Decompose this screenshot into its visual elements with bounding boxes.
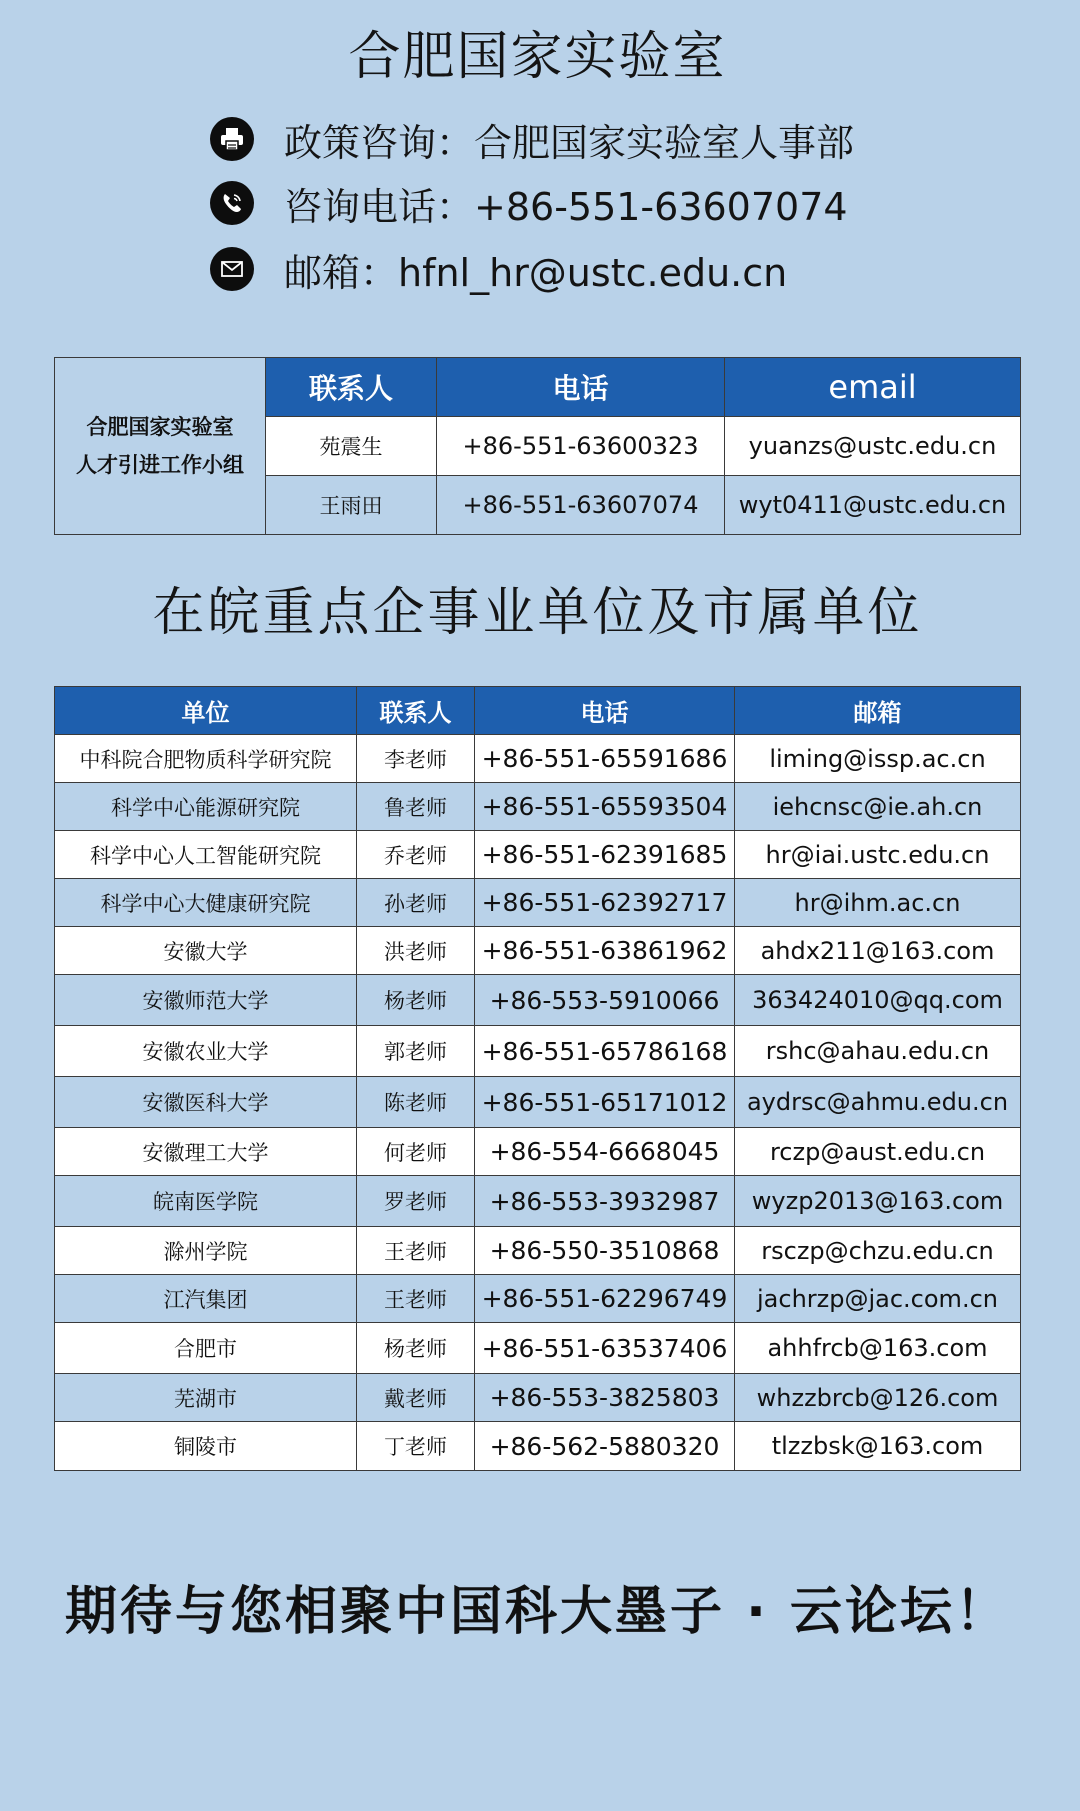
table-cell: 苑震生 [266, 417, 436, 476]
table-cell: +86-550-3510868 [474, 1227, 734, 1274]
contact-phone [210, 171, 848, 235]
table-cell: 王老师 [356, 1275, 474, 1322]
table-cell: 中科院合肥物质科学研究院 [79, 747, 332, 772]
table-cell: tlzzbsk@163.com [734, 1422, 1020, 1470]
table-cell: ahdx211@163.com [734, 927, 1020, 974]
printer-icon [210, 117, 254, 161]
header-email: 邮箱 [734, 687, 1020, 734]
table-cell: +86-553-5910066 [474, 975, 734, 1025]
table-cell: 安徽师范大学 [142, 989, 269, 1013]
table-cell: 皖南医学院 [153, 1190, 258, 1214]
header-email: email [724, 358, 1020, 417]
table-cell: +86-551-65591686 [474, 735, 734, 782]
table-cell: jachrzp@jac.com.cn [734, 1275, 1020, 1322]
table-row [55, 1323, 1020, 1374]
table-cell: wyzp2013@163.com [734, 1176, 1020, 1226]
table-row [55, 783, 1020, 831]
table-cell: +86-551-63607074 [436, 476, 724, 535]
table-cell: 江汽集团 [163, 1287, 248, 1312]
talent-group-grid [266, 358, 1020, 534]
institution-table [54, 686, 1021, 1471]
table-cell: 科学中心人工智能研究院 [90, 843, 321, 868]
table-cell: 铜陵市 [174, 1435, 237, 1459]
contact-email [210, 237, 787, 301]
table-cell: 李老师 [356, 735, 474, 782]
contact-email-text: 邮箱：hfnl_hr@ustc.edu.cn [284, 250, 788, 295]
table-cell: +86-551-62392717 [474, 879, 734, 926]
table-cell: 杨老师 [356, 1323, 474, 1373]
header-unit: 单位 [181, 699, 230, 727]
table-row [55, 1026, 1020, 1077]
table-header-row [55, 687, 1020, 735]
contact-policy [210, 107, 854, 171]
table-cell: 洪老师 [356, 927, 474, 974]
table-cell: +86-551-62391685 [474, 831, 734, 878]
talent-group-label-line2: 人才引进工作小组 [76, 453, 244, 477]
table-cell: 芜湖市 [174, 1386, 237, 1411]
table-cell: 合肥市 [174, 1337, 237, 1361]
table-cell: 安徽农业大学 [142, 1040, 269, 1064]
table-cell: iehcnsc@ie.ah.cn [734, 783, 1020, 830]
table-cell: 何老师 [356, 1128, 474, 1175]
table-cell: +86-551-62296749 [474, 1275, 734, 1322]
footer-slogan: 期待与您相聚中国科大墨子 · 云论坛！ [65, 1582, 1010, 1642]
table-cell: +86-554-6668045 [474, 1128, 734, 1175]
table-cell: 孙老师 [356, 879, 474, 926]
table-cell: 鲁老师 [356, 783, 474, 830]
table-cell: 王老师 [356, 1227, 474, 1274]
table-row [55, 927, 1020, 975]
table-cell: +86-553-3825803 [474, 1374, 734, 1421]
table-row [55, 735, 1020, 783]
table-cell: 安徽医科大学 [142, 1091, 269, 1115]
table-cell: +86-551-65171012 [474, 1077, 734, 1127]
talent-group-label [55, 358, 266, 534]
table-cell: 罗老师 [356, 1176, 474, 1226]
table-cell: 丁老师 [356, 1422, 474, 1470]
table-cell: 滁州学院 [163, 1239, 248, 1264]
table-cell: aydrsc@ahmu.edu.cn [734, 1077, 1020, 1127]
phone-icon [210, 181, 254, 225]
table-cell: +86-551-63861962 [474, 927, 734, 974]
table-cell: rshc@ahau.edu.cn [734, 1026, 1020, 1076]
table-row [55, 1176, 1020, 1227]
table-cell: +86-551-63537406 [474, 1323, 734, 1373]
header-phone: 电话 [474, 687, 734, 734]
table-row [55, 1422, 1020, 1470]
table-cell: 乔老师 [356, 831, 474, 878]
table-row [55, 831, 1020, 879]
table-cell: +86-551-65786168 [474, 1026, 734, 1076]
table-cell: ahhfrcb@163.com [734, 1323, 1020, 1373]
table-cell: rczp@aust.edu.cn [734, 1128, 1020, 1175]
section-title: 在皖重点企事业单位及市属单位 [152, 583, 923, 643]
table-row [55, 975, 1020, 1026]
table-cell: 杨老师 [356, 975, 474, 1025]
table-cell: 363424010@qq.com [734, 975, 1020, 1025]
table-row [55, 1227, 1020, 1275]
mail-icon [210, 247, 254, 291]
table-row [55, 1128, 1020, 1176]
table-row [55, 1374, 1020, 1422]
table-row [55, 879, 1020, 927]
table-cell: whzzbrcb@126.com [734, 1374, 1020, 1421]
table-cell: 安徽理工大学 [142, 1140, 269, 1165]
header-contact: 联系人 [356, 687, 474, 734]
table-cell: 王雨田 [266, 476, 436, 535]
contact-policy-text: 政策咨询：合肥国家实验室人事部 [284, 120, 855, 165]
table-cell: wyt0411@ustc.edu.cn [724, 476, 1020, 535]
table-row [55, 1275, 1020, 1323]
table-cell: 陈老师 [356, 1077, 474, 1127]
contact-phone-text: 咨询电话：+86-551-63607074 [284, 184, 848, 229]
header-contact: 联系人 [266, 358, 436, 417]
talent-group-table [54, 357, 1021, 535]
table-cell: 戴老师 [356, 1374, 474, 1421]
table-row [55, 1077, 1020, 1128]
page-title: 合肥国家实验室 [348, 27, 727, 87]
table-cell: +86-551-65593504 [474, 783, 734, 830]
table-cell: 安徽大学 [163, 939, 248, 964]
table-cell: 郭老师 [356, 1026, 474, 1076]
table-cell: hr@iai.ustc.edu.cn [734, 831, 1020, 878]
table-cell: +86-551-63600323 [436, 417, 724, 476]
table-cell: 科学中心大健康研究院 [100, 891, 311, 916]
table-cell: +86-562-5880320 [474, 1422, 734, 1470]
talent-group-label-line1: 合肥国家实验室 [86, 415, 234, 439]
table-cell: yuanzs@ustc.edu.cn [724, 417, 1020, 476]
table-cell: liming@issp.ac.cn [734, 735, 1020, 782]
table-cell: hr@ihm.ac.cn [734, 879, 1020, 926]
table-cell: +86-553-3932987 [474, 1176, 734, 1226]
table-cell: 科学中心能源研究院 [111, 795, 300, 820]
header-phone: 电话 [436, 358, 724, 417]
table-cell: rsczp@chzu.edu.cn [734, 1227, 1020, 1274]
